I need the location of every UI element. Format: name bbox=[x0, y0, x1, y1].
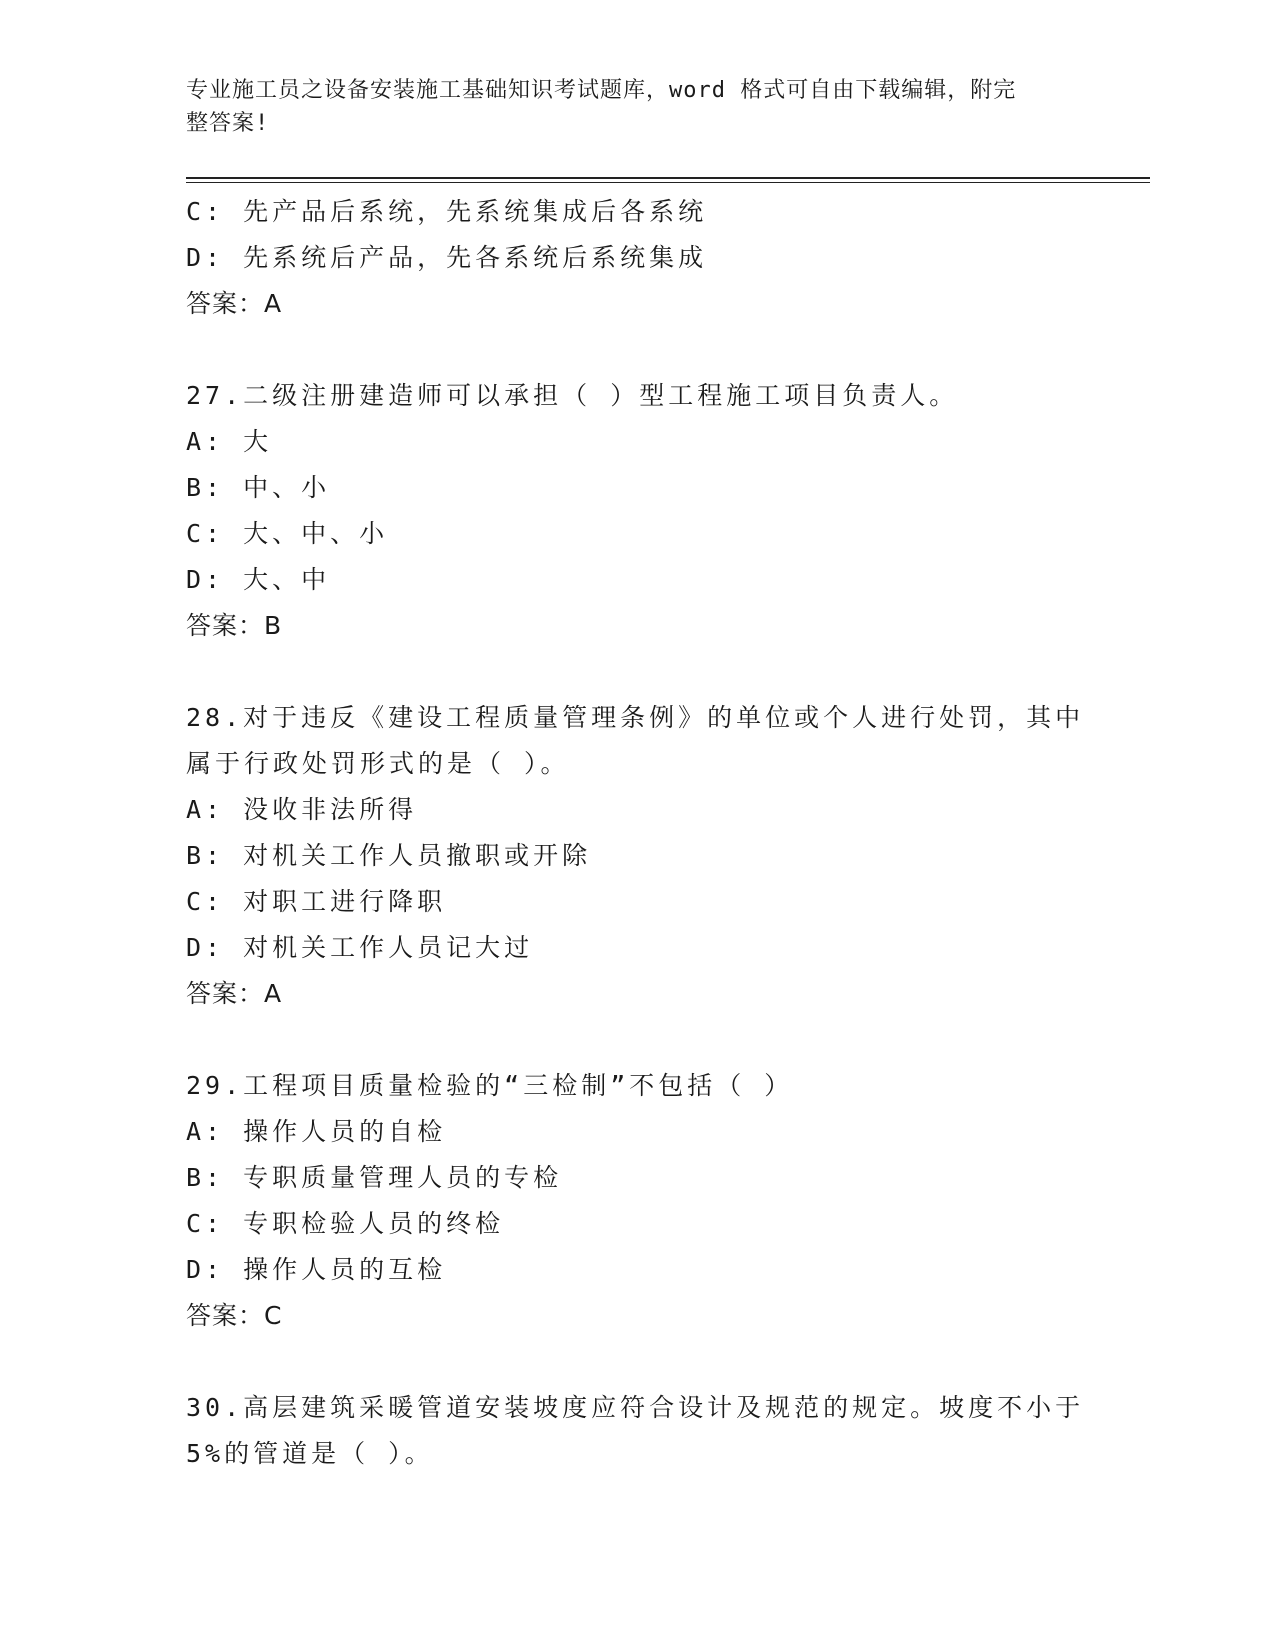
option-b: B: 中、小 bbox=[186, 473, 331, 502]
option-c: C: 专职检验人员的终检 bbox=[186, 1209, 505, 1238]
question-stem: 29.工程项目质量检验的“三检制”不包括（ ） bbox=[186, 1071, 794, 1100]
document-header bbox=[186, 74, 1086, 140]
question-30 bbox=[186, 1385, 1086, 1477]
question-27 bbox=[186, 373, 1086, 649]
document-body bbox=[186, 189, 1086, 1477]
spacer bbox=[186, 1017, 1086, 1063]
question-stem-line-2: 属于行政处罚形式的是（ ）。 bbox=[186, 749, 570, 778]
question-26-tail bbox=[186, 189, 1086, 327]
option-d: D: 操作人员的互检 bbox=[186, 1255, 447, 1284]
option-d: D: 对机关工作人员记大过 bbox=[186, 933, 534, 962]
answer-line: 答案：A bbox=[186, 289, 283, 318]
answer-line: 答案：B bbox=[186, 611, 283, 640]
header-divider-thin bbox=[186, 182, 1150, 183]
option-a: A: 大 bbox=[186, 427, 273, 456]
header-divider-thick bbox=[186, 177, 1150, 179]
option-c: C: 先产品后系统，先系统集成后各系统 bbox=[186, 197, 708, 226]
answer-line: 答案：C bbox=[186, 1301, 283, 1330]
spacer bbox=[186, 327, 1086, 373]
question-stem-line-2: 5%的管道是（ ）。 bbox=[186, 1439, 434, 1468]
question-stem: 27.二级注册建造师可以承担（ ）型工程施工项目负责人。 bbox=[186, 381, 959, 410]
option-c: C: 对职工进行降职 bbox=[186, 887, 447, 916]
option-c: C: 大、中、小 bbox=[186, 519, 389, 548]
spacer bbox=[186, 1339, 1086, 1385]
option-a: A: 没收非法所得 bbox=[186, 795, 418, 824]
option-d: D: 先系统后产品，先各系统后系统集成 bbox=[186, 243, 708, 272]
spacer bbox=[186, 649, 1086, 695]
question-stem-line-1: 28.对于违反《建设工程质量管理条例》的单位或个人进行处罚，其中 bbox=[186, 703, 1085, 732]
question-28 bbox=[186, 695, 1086, 1017]
question-29 bbox=[186, 1063, 1086, 1339]
question-stem-line-1: 30.高层建筑采暖管道安装坡度应符合设计及规范的规定。坡度不小于 bbox=[186, 1393, 1085, 1422]
option-a: A: 操作人员的自检 bbox=[186, 1117, 447, 1146]
header-line-1: 专业施工员之设备安装施工基础知识考试题库，word 格式可自由下载编辑，附完 bbox=[186, 78, 1017, 103]
header-line-2: 整答案! bbox=[186, 111, 270, 136]
option-d: D: 大、中 bbox=[186, 565, 331, 594]
option-b: B: 对机关工作人员撤职或开除 bbox=[186, 841, 592, 870]
answer-line: 答案：A bbox=[186, 979, 283, 1008]
option-b: B: 专职质量管理人员的专检 bbox=[186, 1163, 563, 1192]
